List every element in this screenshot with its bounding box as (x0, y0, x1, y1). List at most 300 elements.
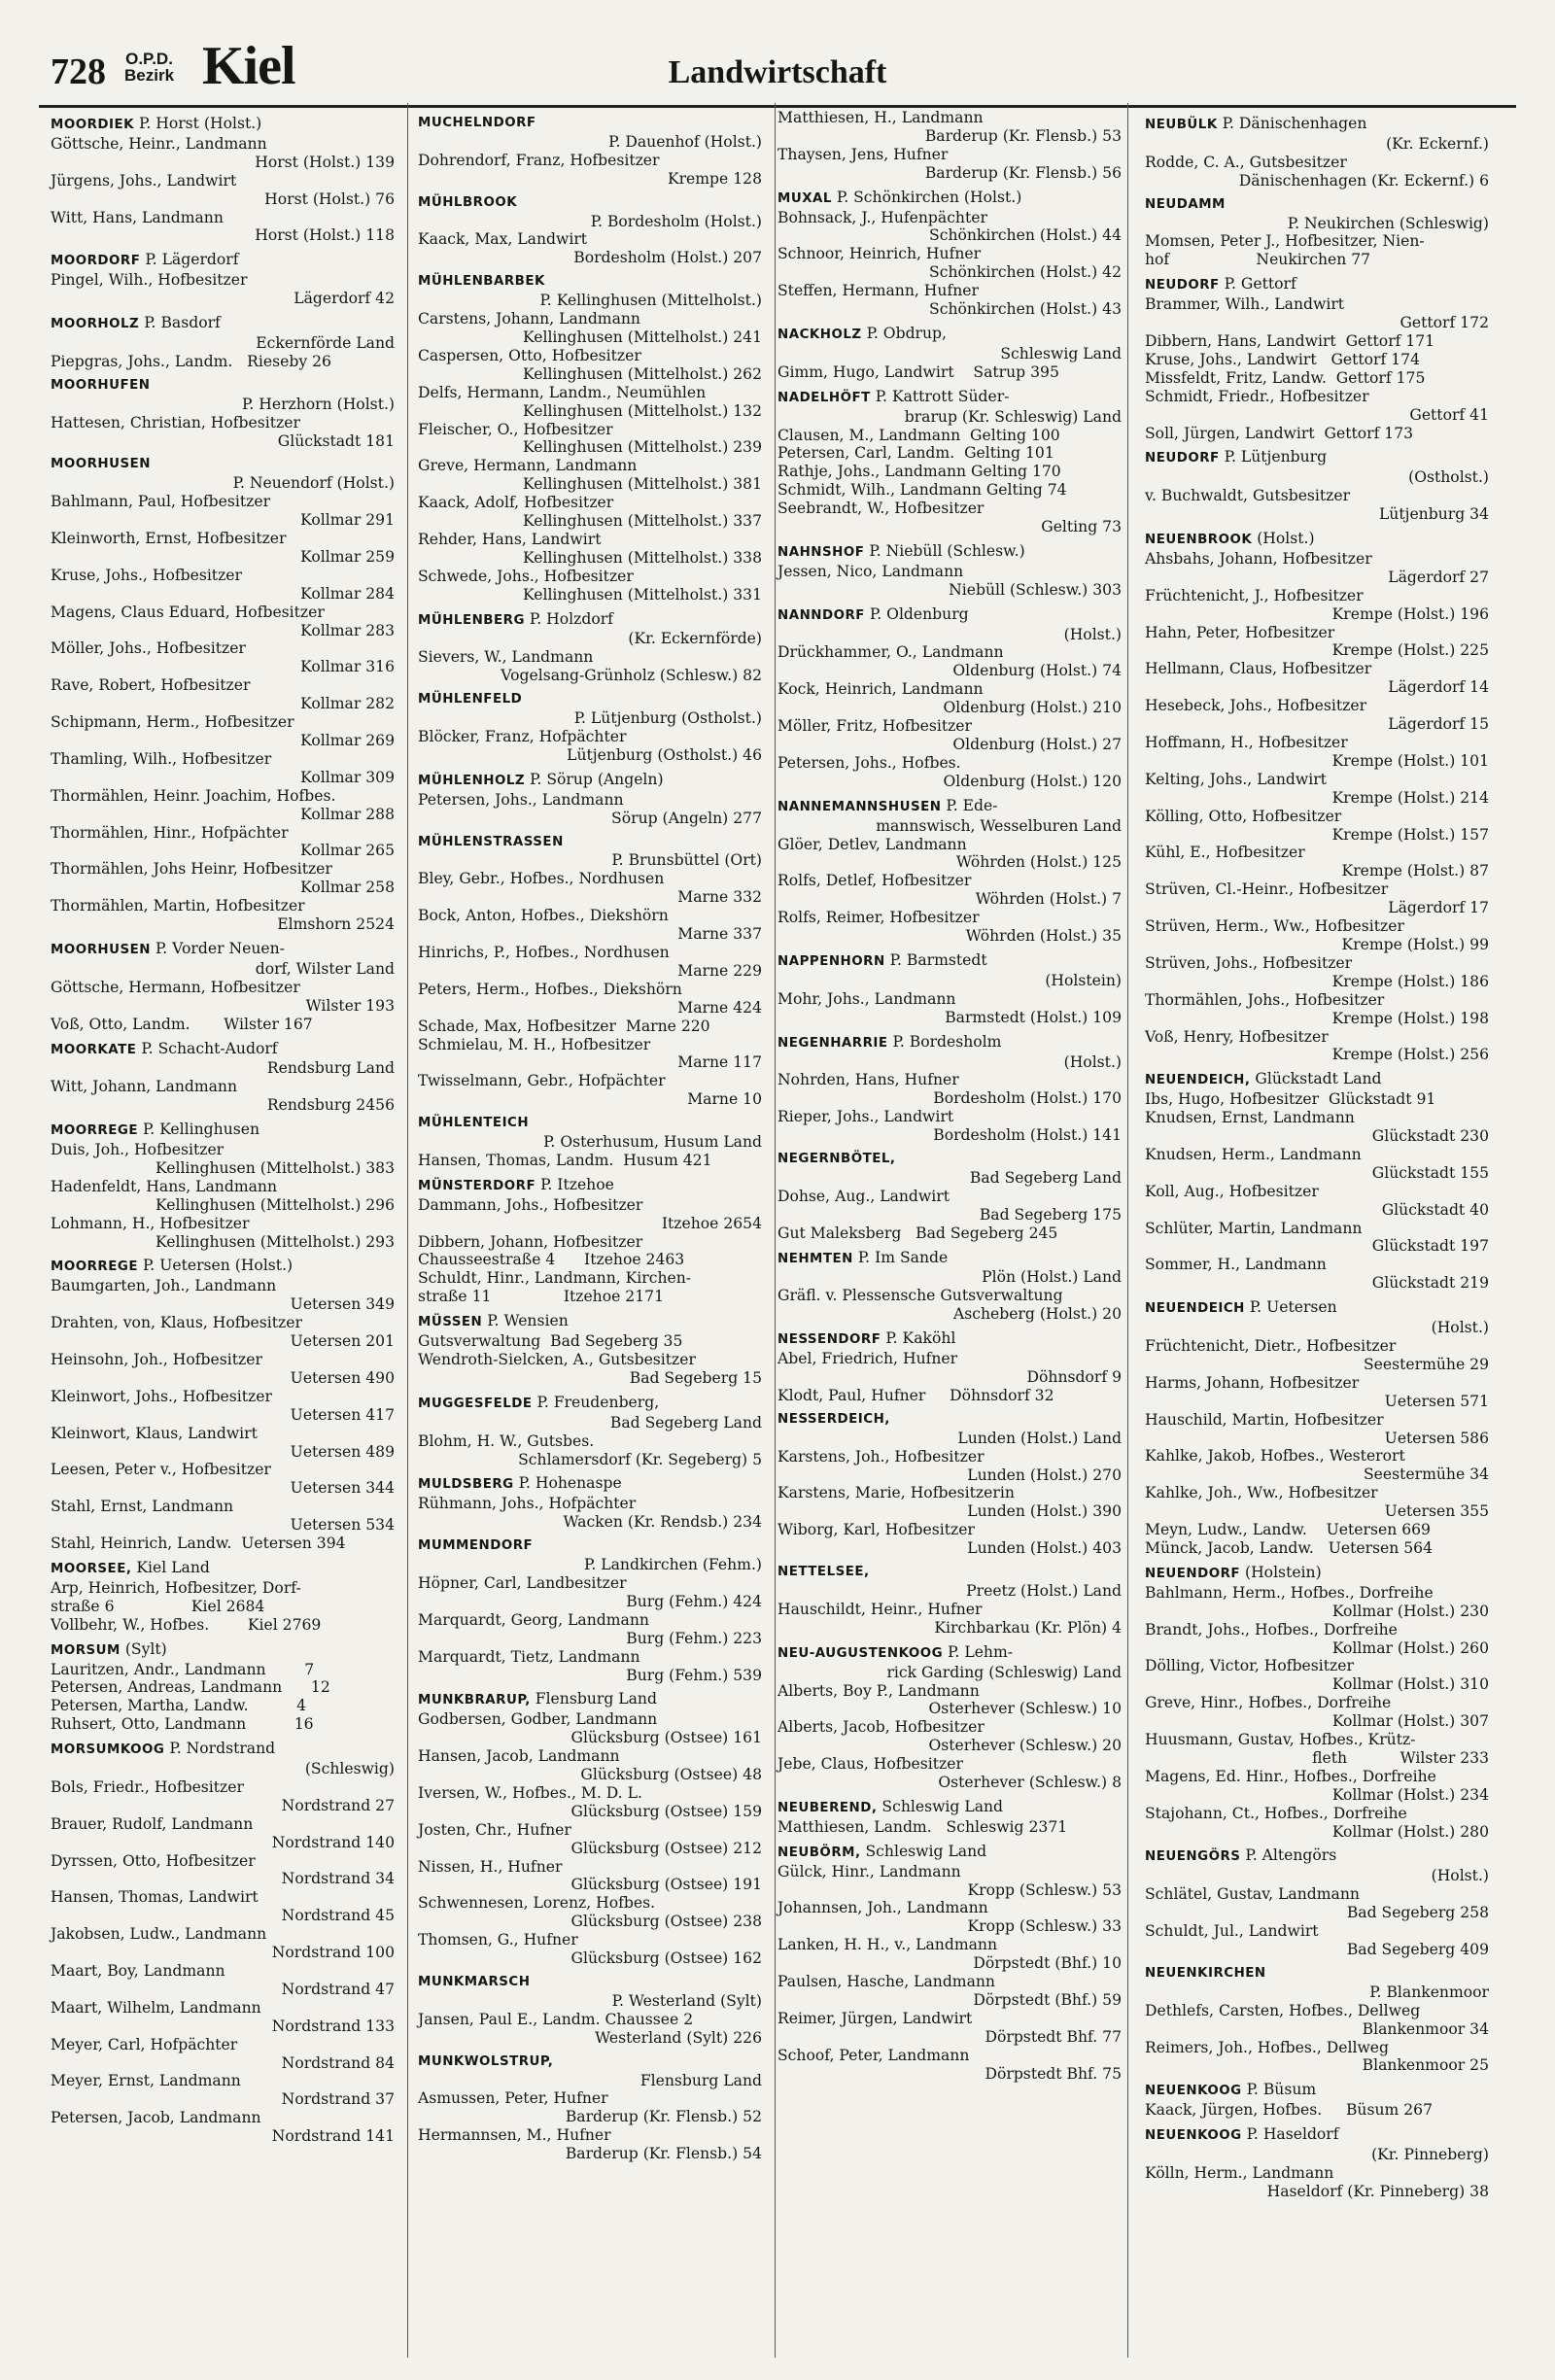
post-office: P. Schönkirchen (Holst.) (831, 188, 1022, 206)
entry-location-line: Kellinghusen (Mittelholst.) 296 (156, 1195, 395, 1214)
entry-name-line: Lanken, H. H., v., Landmann (778, 1936, 997, 1954)
locality-heading (1145, 275, 1489, 295)
entry-location-line: Marne 332 (677, 888, 762, 907)
column-4 (1145, 109, 1489, 2201)
entry-name-line: Alberts, Boy P., Landmann (778, 1681, 980, 1700)
entry-location-line: Schlamersdorf (Kr. Segeberg) 5 (518, 1450, 762, 1468)
entry-name-line: Brammer, Wilh., Landwirt (1145, 295, 1345, 314)
entry-name-line: Maart, Boy, Landmann (51, 1962, 225, 1980)
entry-name-line: Chausseestraße 4 Itzehoe 2463 (418, 1251, 685, 1269)
entry-location-line: Bordesholm (Holst.) 207 (573, 249, 762, 267)
entry-location-line: Glücksburg (Ostsee) 191 (570, 1876, 762, 1894)
entry-name-line: Gutsverwaltung Bad Segeberg 35 (418, 1332, 683, 1351)
entry-location-line: Kropp (Schlesw.) 53 (967, 1880, 1122, 1899)
locality-heading (51, 1121, 395, 1141)
locality-name: MUNKMARSCH (418, 1975, 531, 1989)
entry-location-line: Oldenburg (Holst.) 210 (943, 699, 1122, 717)
entry-location-line: Horst (Holst.) 118 (255, 226, 395, 245)
entry-location-line: rick Garding (Schleswig) Land (886, 1663, 1122, 1681)
entry-location-line: Kellinghusen (Mittelholst.) 293 (156, 1232, 395, 1251)
locality-name: MÜHLENFELD (418, 692, 523, 707)
entry-name-line: Göttsche, Hermann, Hofbesitzer (51, 978, 300, 996)
entry-name-line: Witt, Hans, Landmann (51, 208, 224, 226)
entry-name-line: Hansen, Jacob, Landmann (418, 1747, 620, 1766)
post-office: (Holstein) (1240, 1563, 1322, 1581)
post-office: P. Sörup (Angeln) (525, 770, 664, 788)
entry-location-line: Dörpstedt Bhf. 75 (985, 2064, 1122, 2083)
entry-location-line: Lütjenburg 34 (1378, 505, 1489, 524)
locality-name: MÜHLENTEICH (418, 1116, 530, 1131)
entry-location-line: Krempe (Holst.) 198 (1331, 1009, 1489, 1027)
entry-name-line: Schwede, Johs., Hofbesitzer (418, 567, 634, 585)
entry-name-line: Stajohann, Ct., Hofbes., Dorfreihe (1145, 1804, 1407, 1822)
entry-location-line: Wacken (Kr. Rendsb.) 234 (563, 1513, 762, 1532)
locality-heading (1145, 448, 1489, 468)
entry-location-line: Gettorf 172 (1400, 314, 1489, 332)
entry-name-line: Schoof, Peter, Landmann (778, 2046, 970, 2064)
entry-name-line: Kruse, Johs., Hofbesitzer (51, 566, 242, 584)
entry-location-line: P. Herzhorn (Holst.) (242, 395, 395, 413)
entry-location-line: Nordstrand 100 (271, 1944, 395, 1962)
locality-name: MUCHELNDORF (418, 116, 536, 130)
entry-name-line: Drückhammer, O., Landmann (778, 643, 1004, 662)
entry-name-line: Göttsche, Heinr., Landmann (51, 134, 267, 153)
page-header (39, 21, 1516, 97)
entry-name-line: Asmussen, Peter, Hufner (418, 2089, 608, 2108)
locality-name: NAHNSHOF (778, 544, 865, 560)
entry-name-line: Karstens, Joh., Hofbesitzer (778, 1447, 985, 1466)
entry-location-line: P. Dauenhof (Holst.) (608, 132, 762, 151)
entry-location-line: Barderup (Kr. Flensb.) 53 (924, 126, 1122, 145)
post-office: P. Basdorf (139, 314, 221, 332)
entry-name-line: Momsen, Peter J., Hofbesitzer, Nien- (1145, 232, 1425, 251)
entry-location-line: Krempe (Holst.) 225 (1331, 641, 1489, 660)
entry-name-line: Petersen, Johs., Hofbes. (778, 753, 961, 772)
entry-location-line: fleth Wilster 233 (1312, 1748, 1489, 1767)
district-label-line2: Bezirk (124, 66, 175, 85)
post-office: P. Obdrup, (861, 324, 947, 342)
entry-location-line: Kollmar 291 (300, 511, 395, 530)
entry-location-line: Bad Segeberg 175 (979, 1205, 1122, 1224)
entry-location-line: Kollmar 284 (300, 584, 395, 603)
entry-name-line: Clausen, M., Landmann Gelting 100 (778, 426, 1060, 444)
entry-location-line: P. Kellinghusen (Mittelholst.) (539, 292, 762, 310)
locality-heading (778, 951, 1122, 972)
entry-location-line: Horst (Holst.) 139 (255, 153, 395, 171)
locality-heading (778, 1843, 1122, 1863)
entry-location-line: (Holst.) (1431, 1867, 1489, 1885)
locality-name: NEUENKOOG (1145, 2128, 1242, 2144)
entry-location-line: Marne 229 (677, 961, 762, 980)
post-office: P. Kellinghusen (138, 1121, 260, 1139)
entry-name-line: Rodde, C. A., Gutsbesitzer (1145, 153, 1347, 171)
entry-location-line: Kollmar 269 (300, 732, 395, 749)
post-office: P. Holzdorf (524, 609, 613, 628)
entry-location-line: Osterhever (Schlesw.) 10 (928, 1700, 1122, 1718)
locality-name: NACKHOLZ (778, 327, 862, 342)
entry-location-line: Wöhrden (Holst.) 35 (965, 927, 1122, 946)
locality-name: NEUENKIRCHEN (1145, 1965, 1266, 1981)
entry-name-line: Möller, Fritz, Hofbesitzer (778, 717, 972, 736)
locality-name: NEUBÜLK (1145, 118, 1218, 132)
locality-heading (418, 115, 762, 133)
entry-name-line: Sievers, W., Landmann (418, 648, 594, 667)
entry-location-line: Uetersen 489 (290, 1442, 395, 1461)
entry-location-line: Haseldorf (Kr. Pinneberg) 38 (1266, 2182, 1489, 2200)
entry-name-line: Möller, Johs., Hofbesitzer (51, 639, 246, 658)
entry-location-line: Döhnsdorf 9 (1026, 1368, 1122, 1386)
entry-location-line: Oldenburg (Holst.) 120 (943, 772, 1122, 790)
entry-name-line: Ibs, Hugo, Hofbesitzer Glückstadt 91 (1145, 1090, 1436, 1109)
locality-heading (51, 1257, 395, 1277)
entry-location-line: P. Brunsbüttel (Ort) (611, 851, 762, 870)
entry-name-line: Kahlke, Jakob, Hofbes., Westerort (1145, 1447, 1405, 1466)
entry-location-line: Uetersen 571 (1384, 1392, 1489, 1410)
entry-name-line: Schlätel, Gustav, Landmann (1145, 1885, 1360, 1904)
entry-name-line: hof Neukirchen 77 (1145, 251, 1371, 269)
locality-heading (1145, 2125, 1489, 2146)
entry-name-line: Dölling, Victor, Hofbesitzer (1145, 1657, 1354, 1675)
entry-name-line: Jürgens, Johs., Landwirt (51, 171, 237, 190)
entry-location-line: Kellinghusen (Mittelholst.) 262 (523, 364, 762, 383)
post-office: P. Kattrott Süder- (870, 387, 1010, 405)
entry-name-line: Jessen, Nico, Landmann (778, 562, 964, 580)
entry-name-line: Meyer, Ernst, Landmann (51, 2072, 241, 2090)
post-office: P. Schacht-Audorf (136, 1039, 278, 1057)
entry-name-line: Leesen, Peter v., Hofbesitzer (51, 1461, 271, 1479)
post-office: P. Altengörs (1240, 1846, 1337, 1865)
entry-name-line: Greve, Hinr., Hofbes., Dorfreihe (1145, 1694, 1392, 1712)
entry-name-line: Hoffmann, H., Hofbesitzer (1145, 734, 1348, 751)
entry-name-line: Knudsen, Ernst, Landmann (1145, 1109, 1355, 1127)
post-office: P. Wensien (482, 1312, 569, 1330)
locality-name: MÜHLENHOLZ (418, 773, 526, 788)
post-office: P. Ede- (941, 796, 998, 814)
entry-location-line: Bordesholm (Holst.) 141 (933, 1126, 1122, 1145)
locality-name: MÜSSEN (418, 1315, 483, 1330)
section-title: Landwirtschaft (668, 54, 887, 90)
locality-heading (778, 542, 1122, 563)
entry-location-line: Kollmar 288 (300, 805, 395, 823)
post-office: P. Hohenaspe (513, 1474, 622, 1493)
locality-heading (418, 771, 762, 791)
entry-location-line: (Holst.) (1431, 1319, 1489, 1337)
entry-name-line: Brandt, Johs., Hofbes., Dorfreihe (1145, 1620, 1398, 1638)
entry-name-line: Vollbehr, W., Hofbes. Kiel 2769 (51, 1615, 322, 1634)
entry-location-line: dorf, Wilster Land (255, 959, 395, 978)
entry-name-line: Dohrendorf, Franz, Hofbesitzer (418, 151, 660, 169)
locality-name: MOORREGE (51, 1259, 138, 1275)
locality-name: MUNKBRARUP, (418, 1693, 531, 1708)
entry-name-line: Piepgras, Johs., Landm. Rieseby 26 (51, 352, 331, 370)
post-office: (Holst.) (1252, 530, 1315, 548)
entry-location-line: Nordstrand 84 (281, 2053, 395, 2072)
entry-name-line: Johannsen, Joh., Landmann (778, 1899, 988, 1917)
locality-name: MÜNSTERDORF (418, 1178, 536, 1193)
entry-name-line: Stahl, Heinrich, Landw. Uetersen 394 (51, 1535, 346, 1553)
entry-location-line: Oldenburg (Holst.) 74 (952, 662, 1122, 680)
post-office: Kiel Land (131, 1558, 210, 1576)
entry-name-line: Schwennesen, Lorenz, Hofbes. (418, 1894, 656, 1913)
entry-name-line: Brauer, Rudolf, Landmann (51, 1814, 254, 1833)
entry-name-line: Soll, Jürgen, Landwirt Gettorf 173 (1145, 424, 1414, 442)
entry-location-line: Uetersen 417 (290, 1405, 395, 1424)
locality-heading (418, 834, 762, 852)
entry-name-line: Kaack, Jürgen, Hofbes. Büsum 267 (1145, 2101, 1434, 2120)
entry-name-line: Hansen, Thomas, Landm. Husum 421 (418, 1151, 712, 1169)
entry-name-line: Früchtenicht, Dietr., Hofbesitzer (1145, 1337, 1397, 1355)
entry-name-line: Peters, Herm., Hofbes., Diekshörn (418, 980, 682, 998)
entry-name-line: Dohse, Aug., Landwirt (778, 1187, 950, 1205)
entry-name-line: Paulsen, Hasche, Landmann (778, 1973, 995, 1991)
entry-location-line: Kollmar (Holst.) 307 (1331, 1712, 1489, 1731)
entry-location-line: Nordstrand 27 (281, 1796, 395, 1814)
entry-name-line: Gülck, Hinr., Landmann (778, 1862, 961, 1880)
locality-name: NEUENBROOK (1145, 533, 1253, 548)
entry-name-line: Kaack, Adolf, Hofbesitzer (418, 494, 614, 512)
entry-location-line: Lägerdorf 27 (1388, 568, 1489, 586)
entry-location-line: Kollmar 309 (300, 768, 395, 786)
entry-name-line: Kölln, Herm., Landmann (1145, 2163, 1334, 2182)
district-label-line1: O.P.D. (125, 50, 173, 68)
entry-location-line: Sörup (Angeln) 277 (611, 809, 762, 827)
entry-location-line: Uetersen 201 (290, 1332, 395, 1351)
locality-name: MOORREGE (51, 1123, 138, 1139)
entry-location-line: Kellinghusen (Mittelholst.) 337 (523, 512, 762, 531)
locality-name: MULDSBERG (418, 1477, 514, 1493)
column-1 (51, 109, 395, 2146)
entry-location-line: Nordstrand 141 (271, 2127, 395, 2146)
entry-location-line: Burg (Fehm.) 223 (626, 1629, 762, 1647)
entry-name-line: Hinrichs, P., Hofbes., Nordhusen (418, 943, 670, 961)
entry-location-line: Bad Segeberg 409 (1346, 1941, 1489, 1958)
entry-location-line: Glückstadt 230 (1371, 1127, 1489, 1146)
entry-location-line: Gettorf 41 (1409, 405, 1489, 424)
locality-heading (51, 115, 395, 135)
entry-name-line: Höpner, Carl, Landbesitzer (418, 1573, 627, 1592)
entry-name-line: Meyer, Carl, Hofpächter (51, 2035, 238, 2053)
entry-name-line: Glöer, Detlev, Landmann (778, 835, 967, 853)
entry-name-line: Sommer, H., Landmann (1145, 1256, 1327, 1274)
entry-location-line: Elmshorn 2524 (277, 915, 395, 934)
locality-heading (1145, 1846, 1489, 1867)
entry-name-line: Nohrden, Hans, Hufner (778, 1071, 959, 1089)
locality-name: MOORSEE, (51, 1561, 132, 1576)
entry-name-line: Hellmann, Claus, Hofbesitzer (1145, 660, 1372, 678)
entry-name-line: Reimer, Jürgen, Landwirt (778, 2009, 973, 2027)
entry-location-line: Bad Segeberg Land (969, 1168, 1122, 1187)
entry-name-line: Baumgarten, Joh., Landmann (51, 1277, 277, 1295)
entry-name-line: Thormählen, Johs., Hofbesitzer (1145, 990, 1385, 1009)
locality-name: NESSENDORF (778, 1332, 881, 1348)
locality-heading (1145, 1070, 1489, 1090)
locality-name: MUGGESFELDE (418, 1396, 533, 1411)
entry-name-line: Rolfs, Reimer, Hofbesitzer (778, 909, 980, 927)
entry-name-line: Thormählen, Hinr., Hofpächter (51, 823, 289, 842)
entry-name-line: Rave, Robert, Hofbesitzer (51, 676, 251, 695)
header-rule (39, 105, 1516, 108)
column-divider (775, 103, 776, 2358)
entry-location-line: Uetersen 586 (1384, 1429, 1489, 1447)
locality-heading (51, 377, 395, 396)
entry-name-line: Kahlke, Joh., Ww., Hofbesitzer (1145, 1484, 1378, 1502)
entry-name-line: Alberts, Jacob, Hofbesitzer (778, 1718, 985, 1737)
locality-name: MÜHLBROOK (418, 194, 518, 210)
entry-location-line: Nordstrand 37 (281, 2090, 395, 2109)
entry-location-line: P. Westerland (Sylt) (611, 1991, 762, 2010)
entry-location-line: Glückstadt 181 (277, 431, 395, 450)
entry-name-line: Arp, Heinrich, Hofbesitzer, Dorf- (51, 1578, 301, 1597)
locality-name: MÜHLENBERG (418, 612, 525, 628)
entry-location-line: Kellinghusen (Mittelholst.) 383 (156, 1158, 395, 1177)
entry-name-line: Hermannsen, M., Hufner (418, 2126, 611, 2145)
locality-name: NEUENDEICH (1145, 1301, 1245, 1317)
entry-location-line: Bordesholm (Holst.) 170 (933, 1089, 1122, 1108)
entry-name-line: Petersen, Martha, Landw. 4 (51, 1697, 307, 1715)
locality-heading (418, 1394, 762, 1414)
entry-location-line: Nordstrand 47 (281, 1980, 395, 1998)
entry-location-line: Rendsburg Land (266, 1059, 395, 1078)
entry-name-line: Huusmann, Gustav, Hofbes., Krütz- (1145, 1731, 1416, 1749)
locality-name: MOORHUFEN (51, 377, 151, 393)
entry-name-line: Kleinwort, Johs., Hofbesitzer (51, 1387, 272, 1405)
locality-name: MUXAL (778, 190, 832, 206)
locality-name: MOORHOLZ (51, 317, 140, 332)
locality-heading (418, 1690, 762, 1710)
locality-name: NEUDORF (1145, 278, 1220, 293)
entry-name-line: Mohr, Johs., Landmann (778, 989, 956, 1008)
locality-heading (51, 940, 395, 960)
entry-name-line: Harms, Johann, Hofbesitzer (1145, 1373, 1360, 1392)
entry-name-line: Wendroth-Sielcken, A., Gutsbesitzer (418, 1351, 696, 1368)
entry-location-line: Lunden (Holst.) 403 (967, 1539, 1122, 1558)
post-office: P. Uetersen (1244, 1298, 1337, 1317)
entry-name-line: Duis, Joh., Hofbesitzer (51, 1141, 225, 1159)
entry-name-line: Hadenfeldt, Hans, Landmann (51, 1177, 278, 1195)
entry-location-line: Oldenburg (Holst.) 27 (952, 736, 1122, 753)
entry-name-line: Hattesen, Christian, Hofbesitzer (51, 413, 300, 431)
entry-name-line: Strüven, Johs., Hofbesitzer (1145, 953, 1353, 972)
entry-location-line: Schleswig Land (1000, 344, 1122, 362)
entry-location-line: P. Neukirchen (Schleswig) (1287, 214, 1489, 232)
locality-heading (1145, 2081, 1489, 2101)
entry-location-line: (Holstein) (1045, 971, 1122, 989)
entry-name-line: Thaysen, Jens, Hufner (778, 145, 949, 163)
post-office: P. Niebüll (Schlesw.) (864, 541, 1025, 560)
entry-location-line: Burg (Fehm.) 539 (626, 1666, 762, 1684)
entry-location-line: P. Neuendorf (Holst.) (232, 474, 395, 493)
page-number: 728 (51, 52, 106, 92)
entry-location-line: Lägerdorf 42 (294, 290, 395, 308)
entry-location-line: Vogelsang-Grünholz (Schlesw.) 82 (501, 667, 762, 685)
entry-name-line: Caspersen, Otto, Hofbesitzer (418, 346, 641, 364)
entry-name-line: Petersen, Carl, Landm. Gelting 101 (778, 444, 1054, 463)
entry-location-line: Rendsburg 2456 (266, 1096, 395, 1115)
entry-name-line: Rehder, Hans, Landwirt (418, 530, 602, 548)
post-office: P. Nordstrand (164, 1740, 276, 1758)
locality-heading (1145, 115, 1489, 135)
entry-name-line: straße 6 Kiel 2684 (51, 1597, 265, 1615)
locality-heading (778, 388, 1122, 408)
entry-location-line: Blankenmoor 25 (1362, 2056, 1489, 2075)
column-divider (407, 103, 408, 2358)
entry-location-line: Wöhrden (Holst.) 7 (975, 890, 1122, 909)
entry-location-line: Krempe (Holst.) 99 (1341, 935, 1489, 953)
entry-name-line: Gut Maleksberg Bad Segeberg 245 (778, 1224, 1058, 1242)
entry-name-line: Petersen, Johs., Landmann (418, 790, 624, 809)
locality-name: NETTELSEE, (778, 1565, 870, 1580)
entry-name-line: Marquardt, Georg, Landmann (418, 1610, 649, 1629)
entry-location-line: Kropp (Schlesw.) 33 (967, 1917, 1122, 1936)
post-office: P. Barmstedt (884, 950, 987, 969)
locality-heading (418, 610, 762, 631)
entry-location-line: mannswisch, Wesselburen Land (876, 816, 1122, 835)
entry-name-line: Matthiesen, Landm. Schleswig 2371 (778, 1817, 1068, 1836)
locality-name: MÜHLENBARBEK (418, 274, 545, 290)
entry-location-line: Marne 424 (677, 998, 762, 1017)
post-office: P. Freudenberg, (532, 1393, 660, 1411)
locality-heading (778, 1798, 1122, 1818)
entry-name-line: Witt, Johann, Landmann (51, 1078, 238, 1096)
locality-name: MORSUM (51, 1642, 121, 1658)
entry-location-line: Kollmar (Holst.) 310 (1331, 1675, 1489, 1694)
entry-name-line: Lohmann, H., Hofbesitzer (51, 1214, 250, 1232)
entry-name-line: Magens, Ed. Hinr., Hofbes., Dorfreihe (1145, 1767, 1436, 1785)
entry-name-line: Heinsohn, Joh., Hofbesitzer (51, 1351, 262, 1368)
locality-heading (51, 456, 395, 474)
entry-name-line: Abel, Friedrich, Hufner (778, 1350, 958, 1368)
post-office: (Sylt) (120, 1639, 167, 1658)
entry-name-line: Lauritzen, Andr., Landmann 7 (51, 1660, 315, 1678)
entry-location-line: Kollmar (Holst.) 230 (1331, 1602, 1489, 1620)
entry-name-line: Bahlmann, Paul, Hofbesitzer (51, 493, 271, 511)
entry-name-line: Strüven, Cl.-Heinr., Hofbesitzer (1145, 880, 1389, 899)
entry-name-line: Seebrandt, W., Hofbesitzer (778, 500, 985, 518)
entry-location-line: Lunden (Holst.) 270 (967, 1466, 1122, 1484)
locality-heading (418, 1974, 762, 1992)
post-office: P. Lütjenburg (1219, 448, 1328, 466)
locality-name: MOORHUSEN (51, 942, 151, 957)
post-office: Flensburg Land (530, 1690, 657, 1708)
entry-location-line: (Ostholst.) (1408, 468, 1489, 487)
locality-name: MOORDIEK (51, 118, 135, 132)
post-office: P. Dänischenhagen (1217, 115, 1367, 132)
locality-heading (1145, 1564, 1489, 1584)
locality-name: NEHMTEN (778, 1251, 853, 1266)
entry-location-line: Krempe (Holst.) 87 (1341, 862, 1489, 880)
entry-location-line: Barderup (Kr. Flensb.) 56 (924, 163, 1122, 182)
post-office: P. Lehm- (943, 1642, 1014, 1661)
entry-location-line: Burg (Fehm.) 424 (626, 1592, 762, 1610)
entry-location-line: Preetz (Holst.) Land (966, 1581, 1122, 1600)
entry-location-line: Barderup (Kr. Flensb.) 54 (565, 2145, 762, 2163)
locality-name: NANNDORF (778, 607, 865, 623)
entry-name-line: Schnoor, Heinrich, Hufner (778, 245, 982, 263)
entry-location-line: Barderup (Kr. Flensb.) 52 (565, 2108, 762, 2126)
entry-location-line: Kollmar 265 (300, 842, 395, 860)
entry-name-line: Reimers, Joh., Hofbes., Dellweg (1145, 2038, 1389, 2056)
entry-name-line: Petersen, Jacob, Landmann (51, 2109, 261, 2127)
locality-heading (778, 1151, 1122, 1169)
entry-location-line: Plön (Holst.) Land (982, 1268, 1122, 1287)
entry-location-line: Lunden (Holst.) 390 (967, 1502, 1122, 1521)
locality-heading (778, 605, 1122, 626)
entry-name-line: Bohnsack, J., Hufenpächter (778, 208, 987, 226)
entry-name-line: Hesebeck, Johs., Hofbesitzer (1145, 697, 1367, 715)
entry-location-line: Westerland (Sylt) 226 (595, 2028, 762, 2047)
entry-name-line: Nissen, H., Hufner (418, 1857, 563, 1876)
locality-name: NEUBÖRM, (778, 1845, 861, 1860)
